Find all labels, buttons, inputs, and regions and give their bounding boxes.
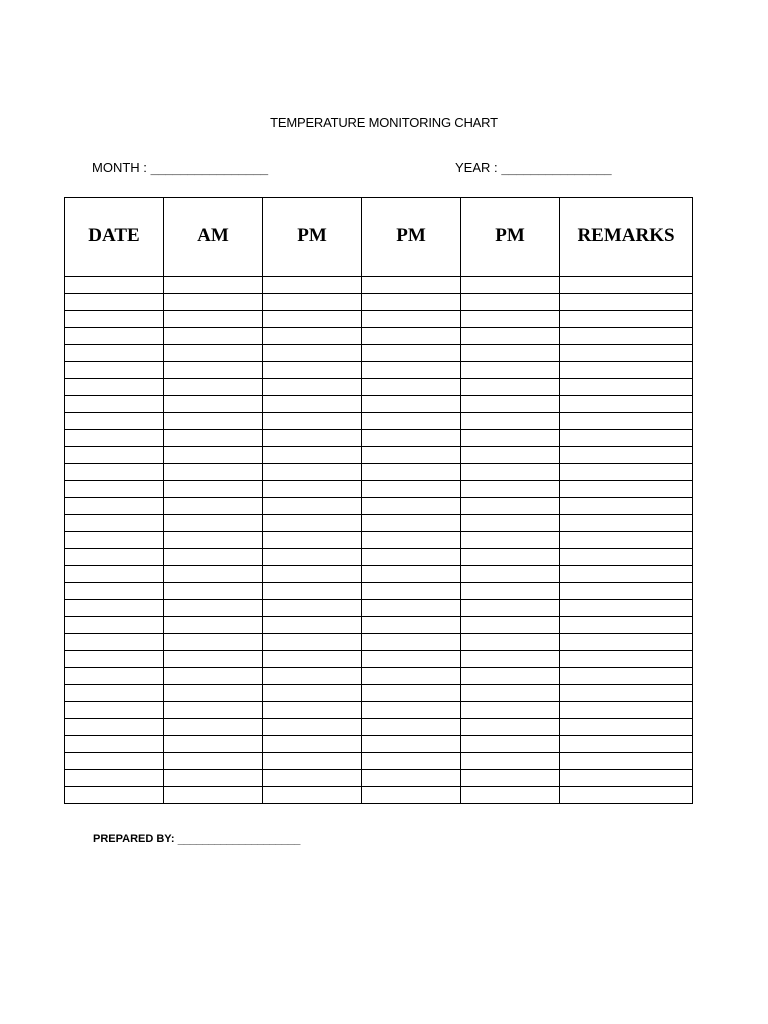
cell-pm-2[interactable] <box>362 430 461 447</box>
header-pm-3: PM <box>461 198 560 277</box>
cell-date[interactable] <box>65 345 164 362</box>
cell-pm-3[interactable] <box>461 685 560 702</box>
cell-pm-3[interactable] <box>461 753 560 770</box>
cell-remarks[interactable] <box>560 277 693 294</box>
year-blank-line: _______________ <box>501 161 612 176</box>
cell-remarks[interactable] <box>560 651 693 668</box>
table-row <box>65 464 693 481</box>
cell-date[interactable] <box>65 753 164 770</box>
cell-remarks[interactable] <box>560 498 693 515</box>
table-row <box>65 770 693 787</box>
cell-am[interactable] <box>164 702 263 719</box>
cell-pm-1[interactable] <box>263 328 362 345</box>
cell-date[interactable] <box>65 481 164 498</box>
cell-am[interactable] <box>164 328 263 345</box>
cell-pm-3[interactable] <box>461 787 560 804</box>
cell-pm-2[interactable] <box>362 583 461 600</box>
cell-date[interactable] <box>65 447 164 464</box>
cell-date[interactable] <box>65 770 164 787</box>
cell-pm-3[interactable] <box>461 498 560 515</box>
cell-pm-3[interactable] <box>461 549 560 566</box>
cell-pm-3[interactable] <box>461 413 560 430</box>
cell-remarks[interactable] <box>560 430 693 447</box>
cell-am[interactable] <box>164 430 263 447</box>
cell-remarks[interactable] <box>560 481 693 498</box>
cell-pm-1[interactable] <box>263 668 362 685</box>
cell-am[interactable] <box>164 532 263 549</box>
cell-date[interactable] <box>65 600 164 617</box>
cell-am[interactable] <box>164 481 263 498</box>
cell-date[interactable] <box>65 651 164 668</box>
cell-pm-3[interactable] <box>461 464 560 481</box>
cell-am[interactable] <box>164 600 263 617</box>
cell-pm-3[interactable] <box>461 702 560 719</box>
cell-pm-2[interactable] <box>362 362 461 379</box>
cell-remarks[interactable] <box>560 583 693 600</box>
cell-pm-1[interactable] <box>263 634 362 651</box>
cell-pm-3[interactable] <box>461 328 560 345</box>
table-row <box>65 362 693 379</box>
cell-am[interactable] <box>164 617 263 634</box>
header-pm-2: PM <box>362 198 461 277</box>
table-row <box>65 753 693 770</box>
cell-pm-1[interactable] <box>263 379 362 396</box>
cell-remarks[interactable] <box>560 719 693 736</box>
cell-am[interactable] <box>164 719 263 736</box>
cell-remarks[interactable] <box>560 668 693 685</box>
cell-pm-3[interactable] <box>461 634 560 651</box>
cell-remarks[interactable] <box>560 549 693 566</box>
cell-pm-3[interactable] <box>461 566 560 583</box>
cell-am[interactable] <box>164 566 263 583</box>
cell-am[interactable] <box>164 685 263 702</box>
table-row <box>65 600 693 617</box>
cell-am[interactable] <box>164 787 263 804</box>
cell-remarks[interactable] <box>560 770 693 787</box>
cell-am[interactable] <box>164 668 263 685</box>
cell-pm-1[interactable] <box>263 430 362 447</box>
header-am: AM <box>164 198 263 277</box>
cell-am[interactable] <box>164 345 263 362</box>
cell-am[interactable] <box>164 277 263 294</box>
cell-pm-2[interactable] <box>362 651 461 668</box>
table-row <box>65 277 693 294</box>
cell-pm-1[interactable] <box>263 753 362 770</box>
cell-pm-1[interactable] <box>263 719 362 736</box>
cell-date[interactable] <box>65 719 164 736</box>
cell-pm-1[interactable] <box>263 447 362 464</box>
cell-pm-2[interactable] <box>362 753 461 770</box>
cell-am[interactable] <box>164 447 263 464</box>
prepared-by-label: PREPARED BY: <box>93 833 175 845</box>
table-row <box>65 634 693 651</box>
cell-remarks[interactable] <box>560 634 693 651</box>
cell-pm-3[interactable] <box>461 396 560 413</box>
cell-pm-1[interactable] <box>263 464 362 481</box>
table-row <box>65 447 693 464</box>
cell-am[interactable] <box>164 549 263 566</box>
cell-date[interactable] <box>65 583 164 600</box>
cell-remarks[interactable] <box>560 464 693 481</box>
cell-pm-2[interactable] <box>362 413 461 430</box>
table-row <box>65 583 693 600</box>
cell-remarks[interactable] <box>560 413 693 430</box>
cell-pm-1[interactable] <box>263 651 362 668</box>
cell-pm-1[interactable] <box>263 311 362 328</box>
cell-pm-3[interactable] <box>461 600 560 617</box>
cell-pm-3[interactable] <box>461 651 560 668</box>
cell-date[interactable] <box>65 634 164 651</box>
cell-remarks[interactable] <box>560 532 693 549</box>
cell-remarks[interactable] <box>560 736 693 753</box>
month-field <box>92 160 268 176</box>
cell-pm-2[interactable] <box>362 549 461 566</box>
table-row <box>65 311 693 328</box>
cell-date[interactable] <box>65 668 164 685</box>
cell-pm-1[interactable] <box>263 702 362 719</box>
cell-pm-2[interactable] <box>362 566 461 583</box>
cell-date[interactable] <box>65 787 164 804</box>
cell-am[interactable] <box>164 362 263 379</box>
cell-pm-2[interactable] <box>362 532 461 549</box>
table-row <box>65 702 693 719</box>
cell-pm-3[interactable] <box>461 515 560 532</box>
cell-pm-1[interactable] <box>263 617 362 634</box>
cell-pm-3[interactable] <box>461 379 560 396</box>
cell-pm-2[interactable] <box>362 685 461 702</box>
year-label: YEAR : <box>455 160 498 175</box>
cell-date[interactable] <box>65 498 164 515</box>
cell-remarks[interactable] <box>560 396 693 413</box>
cell-date[interactable] <box>65 617 164 634</box>
cell-pm-1[interactable] <box>263 413 362 430</box>
table-row <box>65 430 693 447</box>
cell-date[interactable] <box>65 328 164 345</box>
cell-pm-2[interactable] <box>362 719 461 736</box>
year-field <box>455 160 611 176</box>
table-row <box>65 787 693 804</box>
cell-date[interactable] <box>65 702 164 719</box>
cell-date[interactable] <box>65 464 164 481</box>
cell-pm-3[interactable] <box>461 617 560 634</box>
cell-date[interactable] <box>65 413 164 430</box>
cell-am[interactable] <box>164 413 263 430</box>
cell-pm-1[interactable] <box>263 787 362 804</box>
chart-title: TEMPERATURE MONITORING CHART <box>270 115 498 130</box>
cell-date[interactable] <box>65 396 164 413</box>
cell-pm-3[interactable] <box>461 770 560 787</box>
cell-am[interactable] <box>164 736 263 753</box>
table-row <box>65 549 693 566</box>
cell-am[interactable] <box>164 498 263 515</box>
header-date: DATE <box>65 198 164 277</box>
cell-remarks[interactable] <box>560 447 693 464</box>
cell-remarks[interactable] <box>560 311 693 328</box>
table-row <box>65 685 693 702</box>
cell-pm-3[interactable] <box>461 532 560 549</box>
cell-remarks[interactable] <box>560 617 693 634</box>
table-body <box>65 277 693 804</box>
table-row <box>65 294 693 311</box>
month-label: MONTH : <box>92 160 147 175</box>
cell-pm-1[interactable] <box>263 345 362 362</box>
cell-pm-1[interactable] <box>263 362 362 379</box>
cell-remarks[interactable] <box>560 787 693 804</box>
cell-date[interactable] <box>65 685 164 702</box>
cell-pm-2[interactable] <box>362 736 461 753</box>
table-row <box>65 345 693 362</box>
cell-pm-1[interactable] <box>263 770 362 787</box>
cell-remarks[interactable] <box>560 685 693 702</box>
cell-pm-1[interactable] <box>263 583 362 600</box>
cell-pm-2[interactable] <box>362 498 461 515</box>
table-row <box>65 328 693 345</box>
cell-remarks[interactable] <box>560 566 693 583</box>
cell-date[interactable] <box>65 362 164 379</box>
cell-remarks[interactable] <box>560 362 693 379</box>
cell-date[interactable] <box>65 549 164 566</box>
cell-am[interactable] <box>164 770 263 787</box>
table-row <box>65 498 693 515</box>
cell-am[interactable] <box>164 396 263 413</box>
cell-date[interactable] <box>65 379 164 396</box>
cell-am[interactable] <box>164 634 263 651</box>
cell-pm-2[interactable] <box>362 294 461 311</box>
table-header-row <box>65 198 693 277</box>
cell-pm-2[interactable] <box>362 634 461 651</box>
cell-pm-1[interactable] <box>263 532 362 549</box>
table-row <box>65 651 693 668</box>
cell-remarks[interactable] <box>560 600 693 617</box>
cell-pm-2[interactable] <box>362 515 461 532</box>
temperature-table <box>64 197 693 804</box>
cell-am[interactable] <box>164 464 263 481</box>
table-row <box>65 566 693 583</box>
cell-remarks[interactable] <box>560 379 693 396</box>
cell-remarks[interactable] <box>560 702 693 719</box>
cell-am[interactable] <box>164 515 263 532</box>
cell-date[interactable] <box>65 277 164 294</box>
cell-pm-1[interactable] <box>263 396 362 413</box>
cell-pm-3[interactable] <box>461 447 560 464</box>
header-remarks: REMARKS <box>560 198 693 277</box>
table-row <box>65 379 693 396</box>
cell-pm-2[interactable] <box>362 702 461 719</box>
cell-remarks[interactable] <box>560 753 693 770</box>
cell-pm-1[interactable] <box>263 736 362 753</box>
cell-pm-3[interactable] <box>461 277 560 294</box>
cell-pm-3[interactable] <box>461 362 560 379</box>
cell-am[interactable] <box>164 753 263 770</box>
cell-pm-2[interactable] <box>362 328 461 345</box>
cell-am[interactable] <box>164 651 263 668</box>
cell-pm-2[interactable] <box>362 481 461 498</box>
cell-date[interactable] <box>65 515 164 532</box>
prepared-by-blank-line: ____________________ <box>177 832 301 845</box>
table-row <box>65 719 693 736</box>
cell-pm-1[interactable] <box>263 600 362 617</box>
table-row <box>65 396 693 413</box>
cell-pm-2[interactable] <box>362 311 461 328</box>
cell-pm-2[interactable] <box>362 277 461 294</box>
cell-pm-2[interactable] <box>362 668 461 685</box>
cell-date[interactable] <box>65 430 164 447</box>
cell-pm-2[interactable] <box>362 770 461 787</box>
cell-date[interactable] <box>65 532 164 549</box>
cell-remarks[interactable] <box>560 345 693 362</box>
cell-date[interactable] <box>65 294 164 311</box>
cell-pm-1[interactable] <box>263 685 362 702</box>
cell-am[interactable] <box>164 294 263 311</box>
cell-pm-3[interactable] <box>461 294 560 311</box>
cell-pm-1[interactable] <box>263 515 362 532</box>
cell-pm-1[interactable] <box>263 566 362 583</box>
cell-pm-3[interactable] <box>461 668 560 685</box>
cell-pm-1[interactable] <box>263 277 362 294</box>
cell-am[interactable] <box>164 583 263 600</box>
cell-remarks[interactable] <box>560 328 693 345</box>
cell-pm-2[interactable] <box>362 379 461 396</box>
cell-pm-2[interactable] <box>362 447 461 464</box>
table-row <box>65 413 693 430</box>
cell-pm-2[interactable] <box>362 600 461 617</box>
cell-pm-1[interactable] <box>263 549 362 566</box>
cell-date[interactable] <box>65 736 164 753</box>
cell-pm-1[interactable] <box>263 294 362 311</box>
cell-remarks[interactable] <box>560 515 693 532</box>
cell-pm-3[interactable] <box>461 583 560 600</box>
cell-pm-2[interactable] <box>362 787 461 804</box>
header-pm-1: PM <box>263 198 362 277</box>
month-blank-line: ________________ <box>150 161 268 176</box>
table-row <box>65 668 693 685</box>
cell-am[interactable] <box>164 379 263 396</box>
cell-pm-3[interactable] <box>461 736 560 753</box>
cell-pm-2[interactable] <box>362 396 461 413</box>
table-row <box>65 532 693 549</box>
cell-pm-3[interactable] <box>461 481 560 498</box>
cell-pm-3[interactable] <box>461 719 560 736</box>
table-row <box>65 481 693 498</box>
cell-pm-1[interactable] <box>263 498 362 515</box>
table-row <box>65 736 693 753</box>
cell-remarks[interactable] <box>560 294 693 311</box>
cell-pm-2[interactable] <box>362 345 461 362</box>
cell-date[interactable] <box>65 566 164 583</box>
cell-pm-3[interactable] <box>461 345 560 362</box>
cell-am[interactable] <box>164 311 263 328</box>
cell-pm-3[interactable] <box>461 430 560 447</box>
cell-pm-3[interactable] <box>461 311 560 328</box>
cell-date[interactable] <box>65 311 164 328</box>
cell-pm-1[interactable] <box>263 481 362 498</box>
cell-pm-2[interactable] <box>362 617 461 634</box>
table-row <box>65 617 693 634</box>
table-row <box>65 515 693 532</box>
cell-pm-2[interactable] <box>362 464 461 481</box>
prepared-by-field <box>93 832 300 845</box>
